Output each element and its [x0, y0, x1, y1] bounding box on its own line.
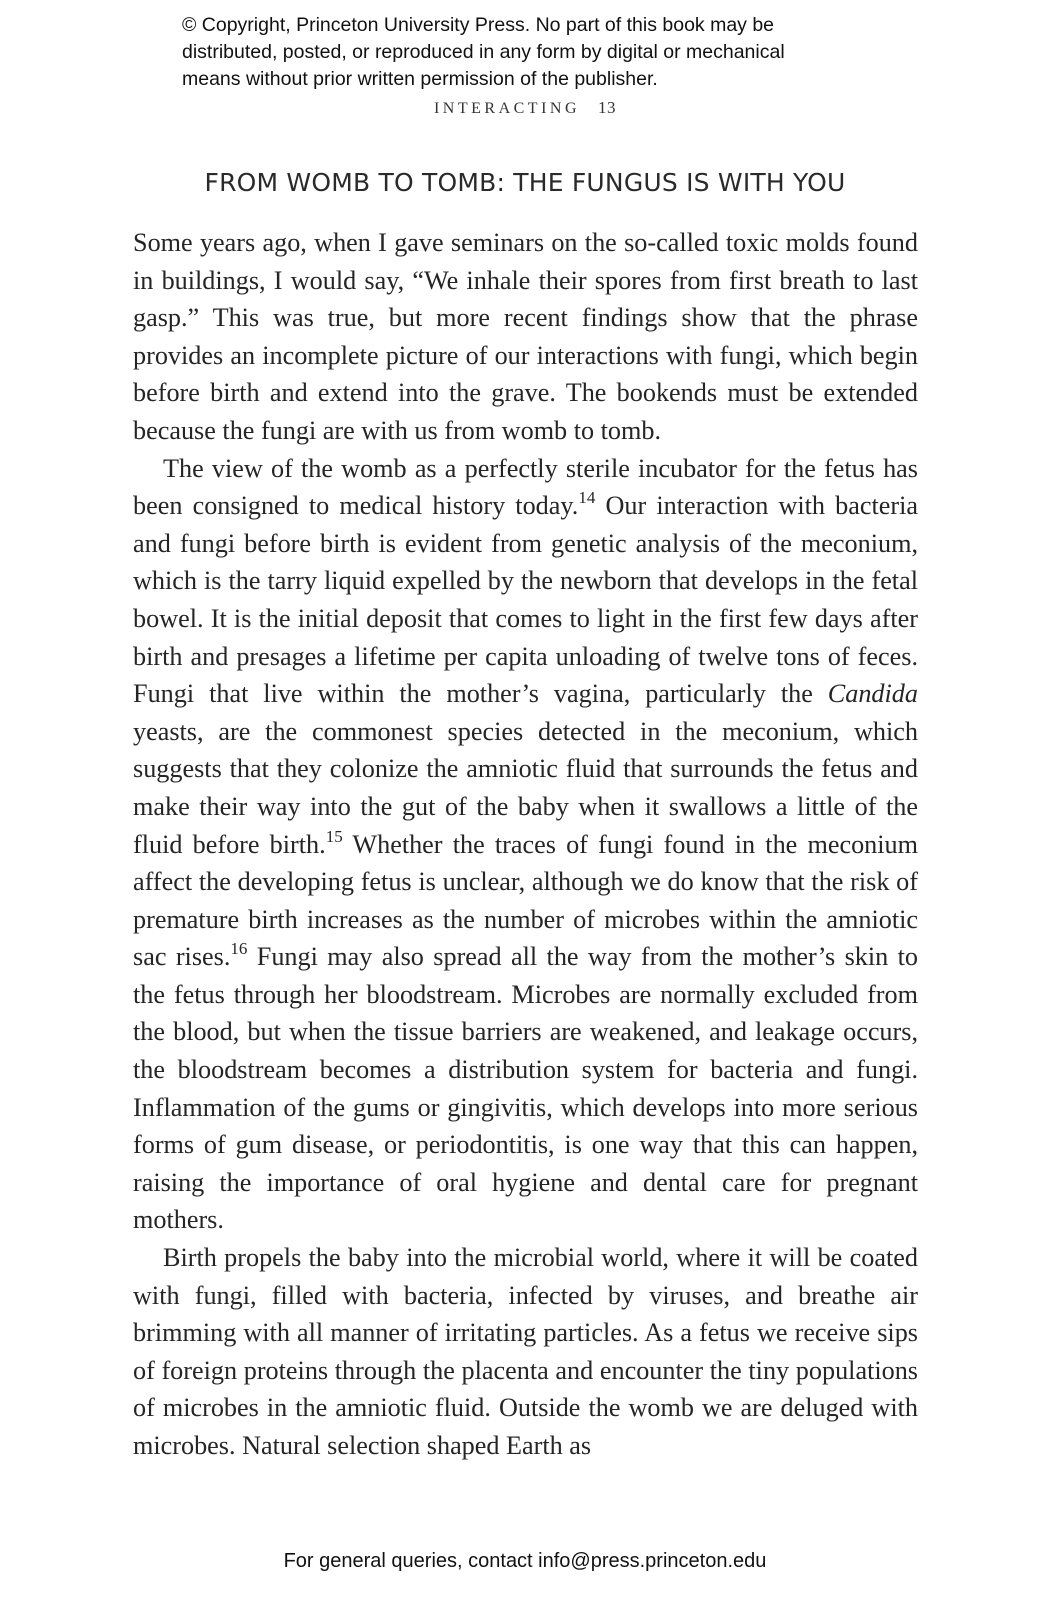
body-text	[133, 224, 918, 1465]
paragraph-3: Birth propels the baby into the microbial world, where it will be coated with fungi, filled with bacteria, infected by viruses, and breathe air brimming with all manner of irritating particles. As a fetus we receive sips of foreign proteins through the placenta and encounter the tiny populations of microbes in the amniotic fluid. Outside the womb we are deluged with microbes. Natural selection shaped Earth as	[133, 1243, 918, 1460]
footer-contact: For general queries, contact info@press.princeton.edu	[283, 1550, 767, 1572]
section-heading: FROM WOMB TO TOMB: THE FUNGUS IS WITH YOU	[204, 168, 846, 197]
paragraph-2-part-b: Our interaction with bacteria and fungi before birth is evident from genetic analysis of the meconium, which is the tarry liquid expelled by the newborn that develops in the fetal bowel. It is the initial deposit that comes to light in the first few days after birth and presages a lifetime per capita unloading of twelve tons of feces. Fungi that live within the mother’s vagina, particularly the	[133, 491, 918, 709]
footnote-ref-15[interactable]: 15	[325, 826, 343, 846]
copyright-line: distributed, posted, or reproduced in any form by digital or mechanical	[182, 41, 785, 63]
paragraph-1: Some years ago, when I gave seminars on the so-called toxic molds found in buildings, I would say, “We inhale their spores from first breath to last gasp.” This was true, but more recent findings show that the phrase provides an incomplete picture of our interactions with fungi, which begin before birth and extend into the grave. The bookends must be extended because the fungi are with us from womb to tomb.	[133, 228, 918, 445]
footnote-ref-16[interactable]: 16	[230, 939, 248, 959]
copyright-line: means without prior written permission of the publisher.	[182, 68, 658, 90]
copyright-line: © Copyright, Princeton University Press. No part of this book may be	[182, 14, 775, 36]
italic-term-candida: Candida	[827, 679, 918, 709]
paragraph-2-part-d: Whether the traces of fungi found in the meconium affect the developing fetus is unclear, although we do know that the risk of premature birth increases as the number of microbes within the amniotic sac rises.	[133, 829, 918, 972]
paragraph-2	[133, 450, 918, 1239]
paragraph-2-part-e: Fungi may also spread all the way from the mother’s skin to the fetus through her bloodstream. Microbes are normally excluded from the blood, but when the tissue barriers are weakened, and leakage occurs, the bloodstream becomes a distribution system for bacteria and fungi. Inflammation of the gums or gingivitis, which develops into more serious forms of gum disease, or periodontitis, is one way that this can happen, raising the importance of oral hygiene and dental care for pregnant mothers.	[133, 942, 918, 1235]
page-number: 13	[598, 98, 617, 117]
paragraph-2-part-c: yeasts, are the commonest species detected in the meconium, which suggests that they colonize the amniotic fluid that surrounds the fetus and make their way into the gut of the baby when it swallows a little of the fluid before birth.	[133, 716, 918, 859]
copyright-notice	[182, 12, 902, 93]
footnote-ref-14[interactable]: 14	[578, 488, 596, 508]
running-head-title: INTERACTING	[433, 100, 581, 117]
running-head	[0, 98, 1050, 118]
paragraph-2-part-a: The view of the womb as a perfectly sterile incubator for the fetus has been consigned to medical history today.	[133, 453, 918, 521]
